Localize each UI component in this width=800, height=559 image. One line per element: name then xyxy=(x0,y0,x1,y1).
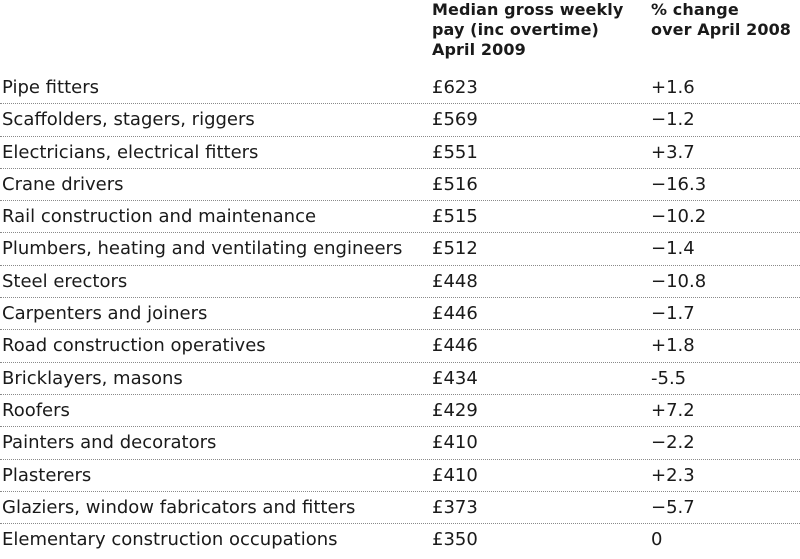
column-header-change xyxy=(651,0,791,40)
change-cell: −16.3 xyxy=(651,173,707,195)
change-cell: −1.7 xyxy=(651,303,695,325)
change-cell: −1.4 xyxy=(651,238,695,260)
occupation-cell: Rail construction and maintenance xyxy=(2,206,317,228)
change-cell: +2.3 xyxy=(651,464,695,486)
occupation-cell: Carpenters and joiners xyxy=(2,303,208,325)
table-row xyxy=(0,460,800,492)
change-cell: −5.7 xyxy=(651,496,695,518)
table-row xyxy=(0,524,800,556)
occupation-cell: Bricklayers, masons xyxy=(2,367,183,389)
column-header-pay-line: pay (inc overtime) xyxy=(432,20,599,39)
column-header-pay-line: April 2009 xyxy=(432,40,526,59)
occupation-cell: Roofers xyxy=(2,399,70,421)
column-header-change-line: over April 2008 xyxy=(651,20,792,39)
pay-cell: £434 xyxy=(432,367,478,389)
occupation-cell: Plumbers, heating and ventilating engineers xyxy=(2,238,403,260)
change-cell: +7.2 xyxy=(651,399,695,421)
pay-cell: £446 xyxy=(432,303,478,325)
table-row xyxy=(0,137,800,169)
table-row xyxy=(0,492,800,524)
occupation-cell: Electricians, electrical fitters xyxy=(2,141,259,163)
table-row xyxy=(0,72,800,104)
change-cell: +1.8 xyxy=(651,335,695,357)
table-row xyxy=(0,298,800,330)
change-cell: −2.2 xyxy=(651,432,695,454)
table-row xyxy=(0,201,800,233)
table-row xyxy=(0,104,800,136)
pay-cell: £551 xyxy=(432,141,478,163)
column-header-pay-line: Median gross weekly xyxy=(432,0,624,19)
change-cell: +1.6 xyxy=(651,77,695,98)
pay-cell: £623 xyxy=(432,77,478,98)
pay-cell: £429 xyxy=(432,399,478,421)
change-cell: 0 xyxy=(651,529,663,551)
occupation-cell: Elementary construction occupations xyxy=(2,529,338,551)
occupation-cell: Pipe fitters xyxy=(2,77,99,98)
occupation-cell: Glaziers, window fabricators and fitters xyxy=(2,496,356,518)
pay-cell: £446 xyxy=(432,335,478,357)
table-row xyxy=(0,363,800,395)
occupation-cell: Crane drivers xyxy=(2,173,124,195)
occupation-cell: Plasterers xyxy=(2,464,92,486)
column-header-change-line: % change xyxy=(651,0,739,19)
table-row xyxy=(0,330,800,362)
occupation-cell: Steel erectors xyxy=(2,270,128,292)
pay-cell: £373 xyxy=(432,496,478,518)
table-row xyxy=(0,233,800,265)
occupation-cell: Scaffolders, stagers, riggers xyxy=(2,109,255,131)
table-row xyxy=(0,395,800,427)
table-row xyxy=(0,427,800,459)
table-row xyxy=(0,266,800,298)
table-row xyxy=(0,169,800,201)
pay-cell: £516 xyxy=(432,173,478,195)
table-header xyxy=(0,0,800,72)
change-cell: +3.7 xyxy=(651,141,695,163)
pay-cell: £569 xyxy=(432,109,478,131)
occupation-cell: Painters and decorators xyxy=(2,432,217,454)
occupation-cell: Road construction operatives xyxy=(2,335,266,357)
column-header-pay xyxy=(432,0,623,60)
change-cell: −10.8 xyxy=(651,270,707,292)
table-body xyxy=(0,72,800,556)
pay-cell: £448 xyxy=(432,270,478,292)
change-cell: −10.2 xyxy=(651,206,707,228)
pay-cell: £350 xyxy=(432,529,478,551)
pay-cell: £515 xyxy=(432,206,478,228)
pay-cell: £410 xyxy=(432,464,478,486)
change-cell: −1.2 xyxy=(651,109,695,131)
pay-cell: £410 xyxy=(432,432,478,454)
change-cell: -5.5 xyxy=(651,367,687,389)
pay-cell: £512 xyxy=(432,238,478,260)
